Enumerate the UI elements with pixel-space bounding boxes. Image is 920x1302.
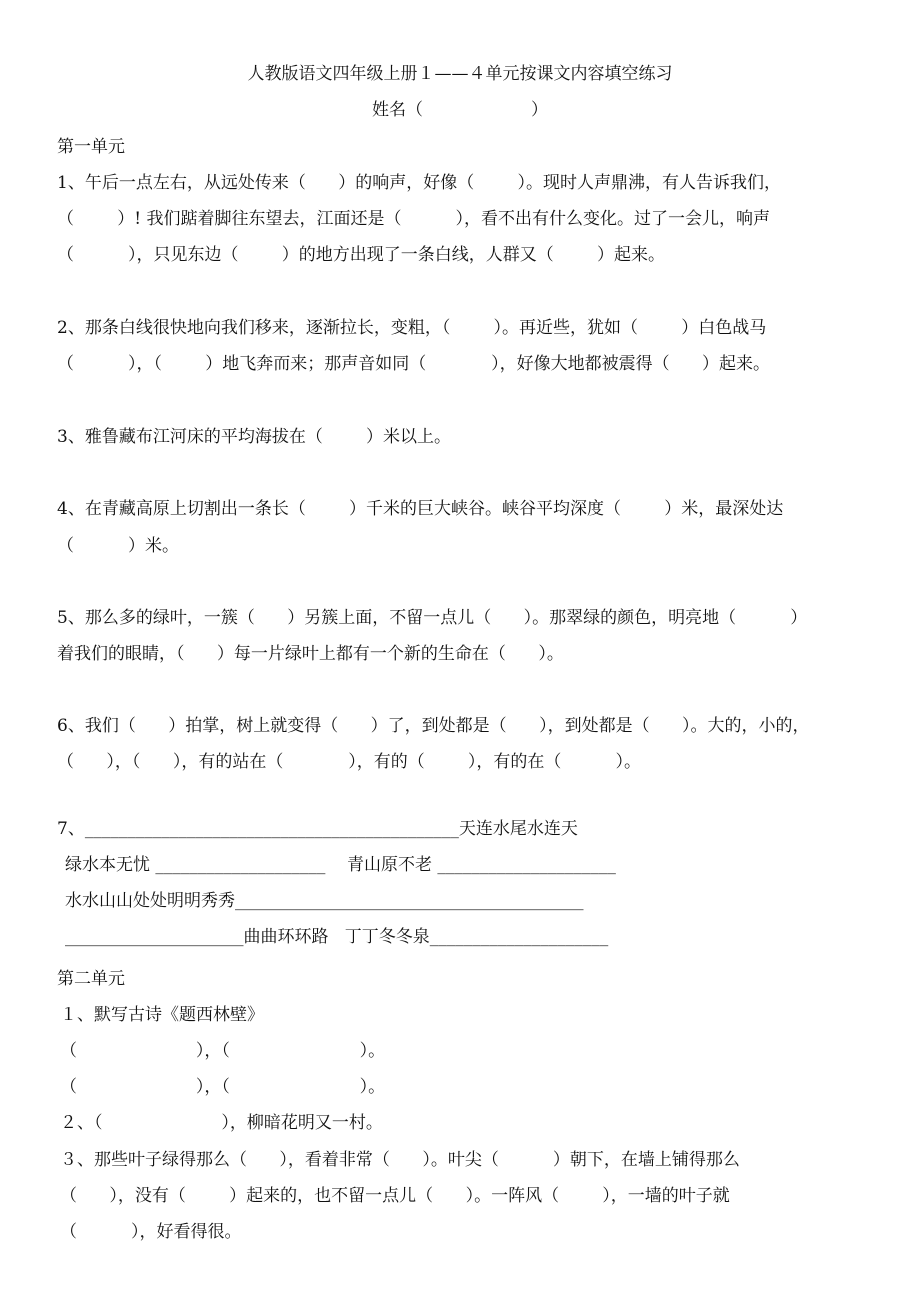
unit1-q5-line2: 着我们的眼睛，（ ）每一片绿叶上都有一个新的生命在（ ）。	[57, 644, 564, 664]
unit1-q7-line2: 绿水本无忧 ____________________ 青山原不老 _____________________	[65, 855, 616, 875]
name-field-label: 姓名（ ）	[371, 100, 549, 120]
unit1-q6-line2: （ ），（ ），有的站在（ ），有的（ ），有的在（ ）。	[57, 752, 641, 772]
unit2-q1-line2: （ ），（ ）。	[60, 1041, 386, 1061]
unit1-q2-line2: （ ），（ ）地飞奔而来；那声音如同（ ），好像大地都被震得（ ）起来。	[57, 354, 771, 374]
unit1-q1-line2: （ ）! 我们踮着脚往东望去，江面还是（ ），看不出有什么变化。过了一会儿，响声	[57, 209, 771, 229]
page-title: 人教版语文四年级上册１——４单元按课文内容填空练习	[247, 64, 673, 84]
unit1-q7-line1: 7、____________________________________________天连水尾水连天	[57, 819, 578, 839]
unit2-q1-line3: （ ），（ ）。	[60, 1077, 386, 1097]
unit1-q1-line1: 1、午后一点左右，从远处传来（ ）的响声，好像（ ）。现时人声鼎沸，有人告诉我们，	[57, 173, 781, 193]
unit2-q3-line3: （ ），好看得很。	[60, 1222, 242, 1242]
unit2-q3-line2: （ ），没有（ ）起来的，也不留一点儿（ ）。一阵风（ ），一墙的叶子就	[60, 1186, 730, 1206]
unit1-heading: 第一单元	[57, 137, 125, 157]
unit2-q2: ２、（ ），柳暗花明又一村。	[60, 1113, 383, 1133]
unit1-q4-line2: （ ）米。	[57, 536, 180, 556]
unit2-heading: 第二单元	[57, 969, 125, 989]
unit2-q1-line1: １、默写古诗《题西林壁》	[60, 1005, 264, 1025]
unit1-q6-line1: 6、我们（ ）拍掌，树上就变得（ ）了，到处都是（ ），到处都是（ ）。大的，小的，	[57, 716, 810, 736]
unit1-q4-line1: 4、在青藏高原上切割出一条长（ ）千米的巨大峡谷。峡谷平均深度（ ）米，最深处达	[57, 499, 784, 519]
unit1-q7-line4: _____________________曲曲环环路 丁丁冬冬泉_____________________	[65, 927, 609, 947]
unit2-q3-line1: ３、那些叶子绿得那么（ ），看着非常（ ）。叶尖（ ）朝下，在墙上铺得那么	[60, 1150, 740, 1170]
unit1-q7-line3: 水水山山处处明明秀秀_________________________________________	[65, 891, 584, 911]
unit1-q2-line1: 2、那条白线很快地向我们移来，逐渐拉长，变粗，（ ）。再近些，犹如（ ）白色战马	[57, 318, 767, 338]
unit1-q3: 3、雅鲁藏布江河床的平均海拔在（ ）米以上。	[57, 427, 452, 447]
unit1-q1-line3: （ ），只见东边（ ）的地方出现了一条白线，人群又（ ）起来。	[57, 245, 665, 265]
unit1-q5-line1: 5、那么多的绿叶，一簇（ ）另簇上面，不留一点儿（ ）。那翠绿的颜色，明亮地（ ）	[57, 608, 808, 628]
